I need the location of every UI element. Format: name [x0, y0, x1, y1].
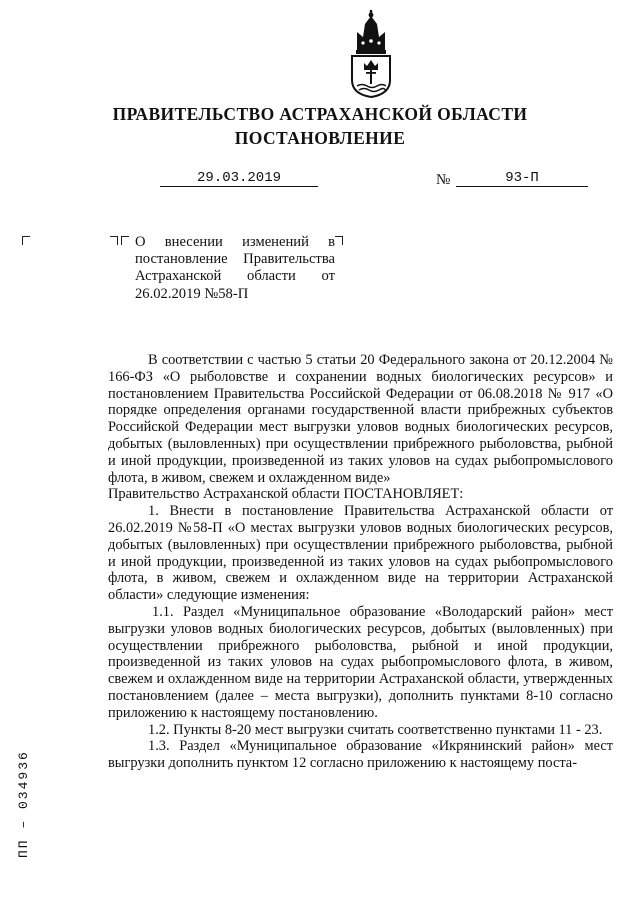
number-sign: №: [436, 172, 451, 188]
document-type-title: ПОСТАНОВЛЕНИЕ: [234, 128, 406, 148]
preamble-paragraph: В соответствии с частью 5 статьи 20 Федерального закона от 20.12.2004 № 166-ФЗ «О рыболовстве и сохранении водных биологических ресурсов» и постановлением Правительства Российской Федерации от 06.08.2018 № 917 «О порядке определения органами государственной власти прибрежных субъектов Российской Федерации мест выгрузки уловов водных биологических ресурсов, добытых (выловленных) при осуществлении прибрежного рыболовства, рыбной и иной продукции, произведенной из таких уловов на судах рыбопромыслового флота, в живом, свежем и охлажденном виде»: [108, 352, 613, 486]
clause-1-3: 1.3. Раздел «Муниципальное образование «Икрянинский район» мест выгрузки дополнить пунктом 12 согласно приложению к настоящему поста-: [108, 738, 613, 772]
clause-1: 1. Внести в постановление Правительства Астраханской области от 26.02.2019 №58-П «О местах выгрузки уловов водных биологических ресурсов, добытых (выловленных) при осуществлении прибрежного рыболовства, рыбной и иной продукции, произведенной из таких уловов на судах рыбопромыслового флота, в живом, свежем и охлажденном виде на территории Астраханской области» следующие изменения:: [108, 503, 613, 604]
clause-1-1: 1.1. Раздел «Муниципальное образование «Володарский район» мест выгрузки уловов водных биологических ресурсов, добытых (выловленных) при осуществлении прибрежного рыболовства, рыбной и иной продукции, произведенной из таких уловов на судах рыбопромыслового флота, в живом, свежем и охлажденном виде на территории Астраханской области, утвержденных постановлением (далее – места выгрузки), дополнить пунктами 8-10 согласно приложению к настоящему постановлению.: [108, 603, 613, 721]
document-body: [108, 352, 613, 772]
resolution-statement: Правительство Астраханской области ПОСТАНОВЛЯЕТ:: [108, 486, 464, 503]
clause-1-2: 1.2. Пункты 8-20 мест выгрузки считать соответственно пунктами 11 - 23.: [148, 721, 603, 738]
corner-bracket-left-margin: [22, 236, 30, 245]
form-serial-number: ПП – 034936: [16, 750, 31, 858]
corner-bracket-subject-right: [335, 236, 343, 245]
document-number: 93-П: [456, 170, 588, 187]
corner-bracket-subject-left-b: [121, 236, 129, 245]
corner-bracket-subject-left-a: [110, 236, 118, 245]
document-subject: О внесении изменений в постановление Правительства Астраханской области от 26.02.2019 №58-П: [135, 234, 335, 302]
organization-title: ПРАВИТЕЛЬСТВО АСТРАХАНСКОЙ ОБЛАСТИ: [112, 104, 528, 124]
coat-of-arms-emblem: [348, 10, 394, 98]
document-date: 29.03.2019: [160, 170, 318, 187]
